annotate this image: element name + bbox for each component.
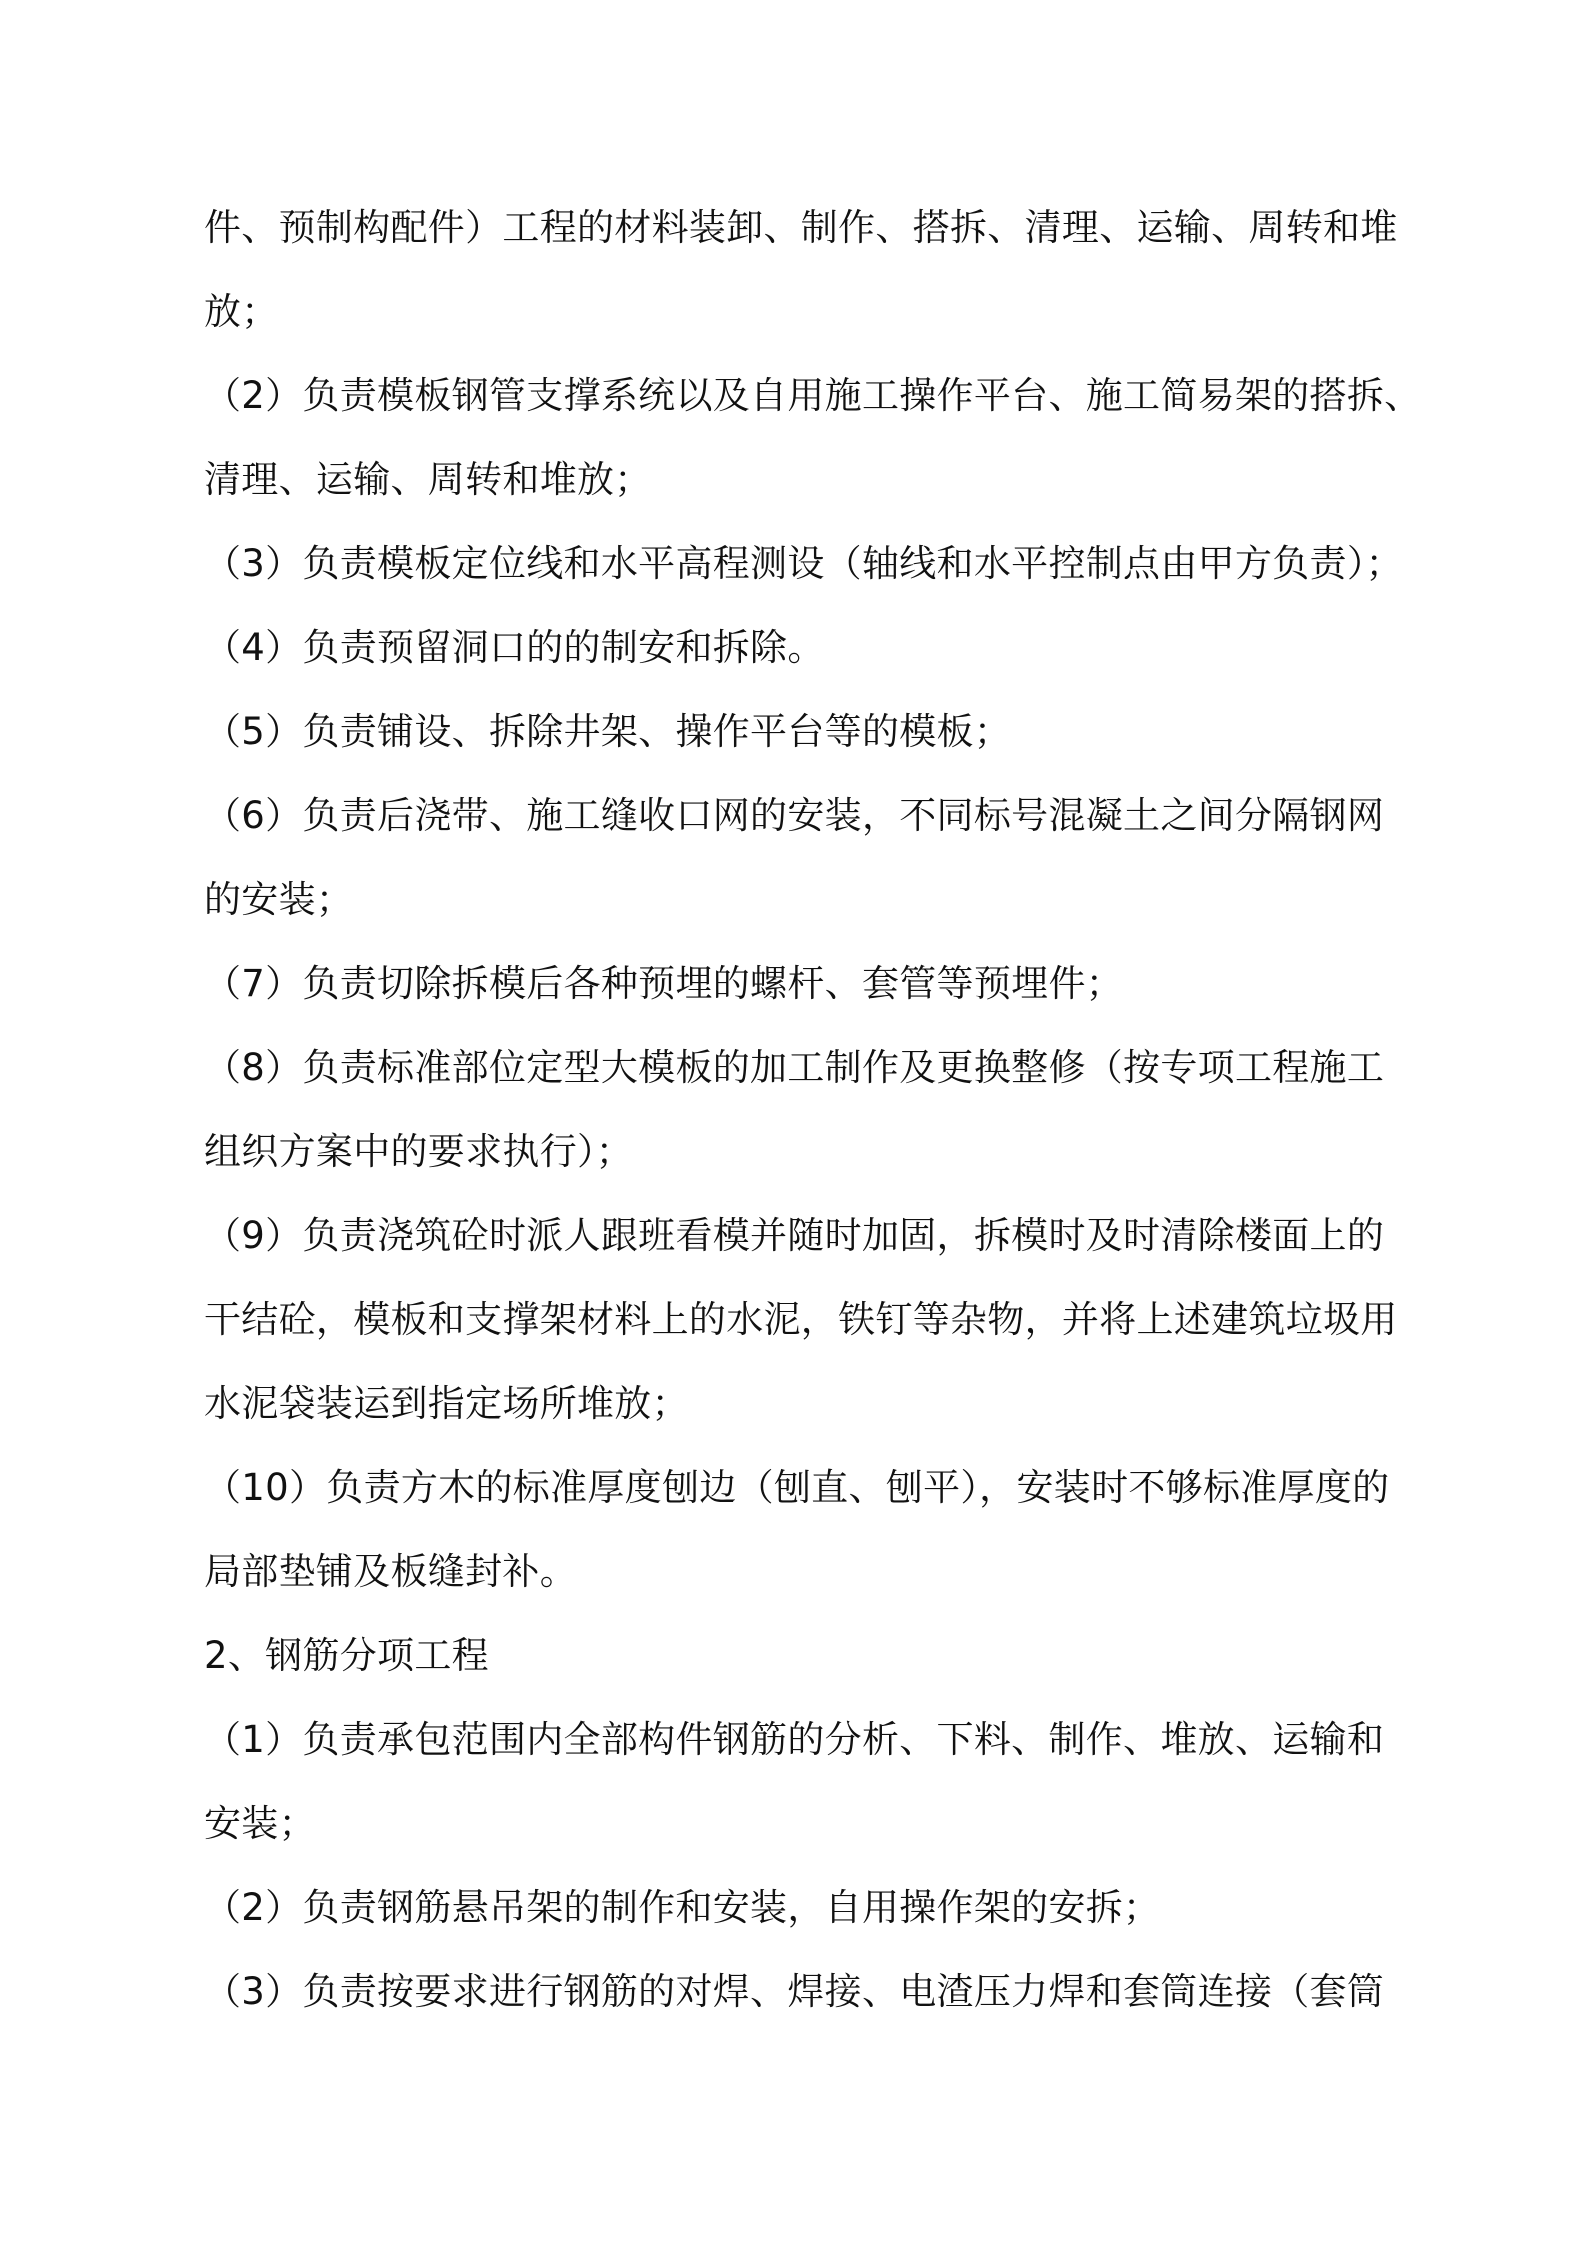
text-line: 水泥袋装运到指定场所堆放； [204, 1382, 689, 1425]
text-line: （7）负责切除拆模后各种预埋的螺杆、套管等预埋件； [204, 962, 1124, 1005]
text-line: 放； [204, 290, 279, 333]
text-line: （3）负责模板定位线和水平高程测设（轴线和水平控制点由甲方负责）； [204, 542, 1403, 585]
text-line: 清理、运输、周转和堆放； [204, 458, 652, 501]
text-line: （6）负责后浇带、施工缝收口网的安装，不同标号混凝土之间分隔钢网 [204, 794, 1385, 837]
text-line: （3）负责按要求进行钢筋的对焊、焊接、电渣压力焊和套筒连接（套筒 [204, 1970, 1385, 2013]
text-line: 的安装； [204, 878, 354, 921]
text-line: （8）负责标准部位定型大模板的加工制作及更换整修（按专项工程施工 [204, 1046, 1385, 1089]
text-line: 件、预制构配件）工程的材料装卸、制作、搭拆、清理、运输、周转和堆 [204, 206, 1398, 249]
text-line: （10）负责方木的标准厚度刨边（刨直、刨平），安装时不够标准厚度的 [204, 1466, 1390, 1509]
text-line: 组织方案中的要求执行）； [204, 1130, 634, 1173]
text-line: （1）负责承包范围内全部构件钢筋的分析、下料、制作、堆放、运输和 [204, 1718, 1385, 1761]
text-line: 干结砼，模板和支撑架材料上的水泥，铁钉等杂物，并将上述建筑垃圾用 [204, 1298, 1398, 1341]
text-line: （5）负责铺设、拆除井架、操作平台等的模板； [204, 710, 1012, 753]
text-line: 安装； [204, 1802, 316, 1845]
section-heading: 2、钢筋分项工程 [204, 1634, 489, 1677]
text-line: （2）负责模板钢管支撑系统以及自用施工操作平台、施工简易架的搭拆、 [204, 374, 1422, 417]
text-line: （4）负责预留洞口的的制安和拆除。 [204, 626, 825, 669]
text-line: 局部垫铺及板缝封补。 [204, 1550, 577, 1593]
text-line: （2）负责钢筋悬吊架的制作和安装，自用操作架的安拆； [204, 1886, 1161, 1929]
text-line: （9）负责浇筑砼时派人跟班看模并随时加固，拆模时及时清除楼面上的 [204, 1214, 1385, 1257]
